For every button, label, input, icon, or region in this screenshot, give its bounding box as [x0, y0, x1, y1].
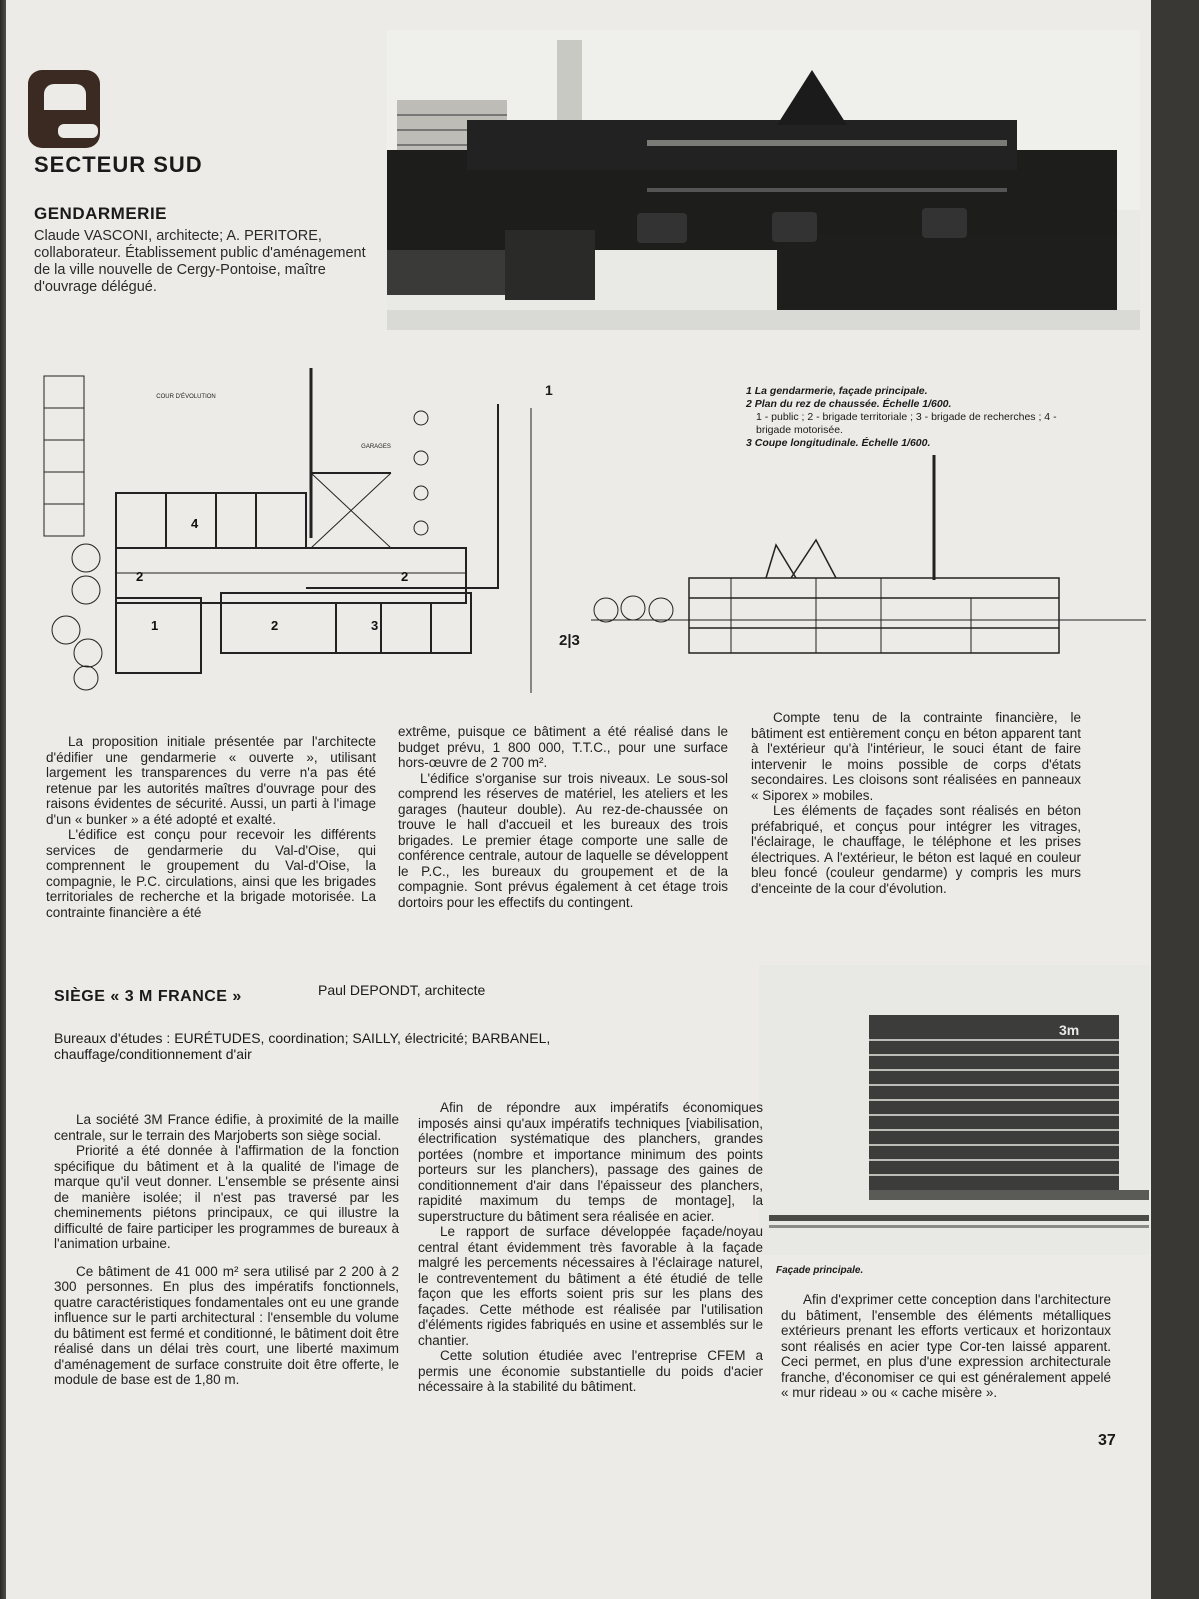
paragraph: Le rapport de surface développée façade/noyau central étant évidemment très favorable à la façade malgré les percements nécessaires à l'éclairage naturel, le contreventement du bâtiment a été étudié de telle façon que les efforts soient pris sur les plans des façades. Cette méthode est réalisée par l'utilisation d'éléments rigides fabriqués en usine et assemblés sur le chantier. — [418, 1224, 763, 1348]
caption-1: 1 La gendarmerie, façade principale. — [746, 385, 928, 397]
plan-label-cour: COUR D'ÉVOLUTION — [156, 394, 216, 400]
gendarmerie-photo — [387, 30, 1140, 330]
credits-text: Claude VASCONI, architecte; A. PERITORE, collaborateur. Établissement public d'aménagement de la ville nouvelle de Cergy-Pontoise, maître d'ouvrage délégué. — [34, 228, 366, 295]
plan-room-label: 2 — [271, 618, 279, 633]
caption-2: 2 Plan du rez de chaussée. Échelle 1/600. — [746, 398, 952, 410]
paragraph: L'édifice s'organise sur trois niveaux. Le sous-sol comprend les réserves de matériel, les ateliers et les garages (hauteur double). Au rez-de-chaussée on trouve le hall d'accueil et les bureaux des trois brigades. Le premier étage comporte une salle de conférence centrale, autour de laquelle se développent le P.C., les bureaux du groupement et de la compagnie. Sont prévus également à cet étage trois dortoirs pour les effectifs du contingent. — [398, 770, 728, 910]
3m-building-photo — [759, 965, 1149, 1255]
paragraph: Afin d'exprimer cette conception dans l'architecture du bâtiment, l'ensemble des éléments métalliques extérieurs prenant les efforts verticaux et horizontaux sont réalisés en acier type Cor-ten laissé apparent. Ceci permet, en plus d'une expression architecturale franche, d'économiser ce qui est généralement appelé « mur rideau » ou « cache misère ». — [781, 1292, 1111, 1400]
section-title: SECTEUR SUD — [34, 152, 203, 177]
figure-captions — [746, 385, 1076, 450]
gendarmerie-column-2 — [398, 724, 728, 910]
longitudinal-section — [591, 450, 1146, 670]
siege-column-3 — [781, 1292, 1111, 1401]
siege-bureaux: Bureaux d'études : EURÉTUDES, coordination; SAILLY, électricité; BARBANEL, chauffage/conditionnement d'air — [54, 1030, 551, 1062]
3m-logo-text: 3m — [1059, 1022, 1080, 1038]
siege-title: SIÈGE « 3 M FRANCE » — [54, 988, 242, 1005]
plan-room-label: 2 — [401, 569, 409, 584]
siege-column-1 — [54, 1112, 399, 1388]
section-logo-icon — [28, 70, 100, 148]
siege-column-2 — [418, 1100, 763, 1395]
paragraph: Cette solution étudiée avec l'entreprise CFEM a permis une économie substantielle du poids d'acier nécessaire à la stabilité du bâtiment. — [418, 1348, 763, 1394]
paragraph: Compte tenu de la contrainte financière, le bâtiment est entièrement conçu en béton apparent tant à l'extérieur qu'à l'intérieur, le souci étant de faire intervenir le moins possible de corps d'états secondaires. Les cloisons sont réalisées en panneaux « Siporex » mobiles. — [751, 710, 1081, 803]
plan-room-label: 3 — [371, 618, 379, 633]
paragraph: La proposition initiale présentée par l'architecte d'édifier une gendarmerie « ouverte », utilisant largement les transparences du verre n'a pas été retenue par les autorités maîtres d'ouvrage pour des raisons évidentes de sécurité. Aussi, un parti à l'image d'un « bunker » a été adopté et exalté. — [46, 734, 376, 827]
plan-room-label: 4 — [191, 516, 199, 531]
caption-2-detail: 1 - public ; 2 - brigade territoriale ; 3 - brigade de recherches ; 4 - brigade motorisée. — [756, 411, 1057, 436]
caption-3: 3 Coupe longitudinale. Échelle 1/600. — [746, 437, 931, 449]
ground-floor-plan — [36, 368, 556, 698]
paragraph: Afin de répondre aux impératifs économiques imposés ainsi qu'aux impératifs techniques [viabilisation, électrification systématique des planchers, grandes portées (nombre et importance minimum des points porteurs sur les planchers), passage des gaines de conditionnement d'air dans l'épaisseur des planchers, rapidité maximum du temps de montage], la superstructure du bâtiment sera réalisée en acier. — [418, 1100, 763, 1224]
plan-label-garages: GARAGES — [361, 444, 391, 450]
paragraph: Ce bâtiment de 41 000 m² sera utilisé par 2 200 à 2 300 personnes. En plus des impératifs fonctionnels, quatre caractéristiques fondamentales ont eu une grande influence sur le parti architectural : l'ensemble du volume du bâtiment est fermé et conditionné, le bâtiment doit être réalisé dans un délai très court, une liberté maximum d'aménagement de surface construite doit être offerte, le module de base est de 1,80 m. — [54, 1263, 399, 1387]
plan-room-label: 2 — [136, 569, 144, 584]
paragraph: Les éléments de façades sont réalisés en béton préfabriqué, et conçus pour intégrer les vitrages, l'éclairage, le chauffage, le téléphone et les prises électriques. A l'extérieur, le béton est laqué en couleur bleu foncé (couleur gendarme) y compris les murs d'enceinte de la cour d'évolution. — [751, 803, 1081, 896]
paragraph: Priorité a été donnée à l'affirmation de la fonction spécifique du bâtiment et à la qualité de l'image de marque qu'il veut donner. L'ensemble se présente ainsi de manière isolée; il n'est pas traversé par les cheminements piétons principaux, ce qui illustre la difficulté de faire participer les programmes de bureaux à l'animation urbaine. — [54, 1143, 399, 1251]
plan-room-label: 1 — [151, 618, 159, 633]
figure-1-number: 1 — [545, 382, 553, 398]
paragraph: La société 3M France édifie, à proximité de la maille centrale, sur le terrain des Marjoberts son siège social. — [54, 1112, 399, 1143]
photo-caption: Façade principale. — [776, 1265, 864, 1276]
paragraph: extrême, puisque ce bâtiment a été réalisé dans le budget prévu, 1 800 000, T.T.C., pour une surface hors-œuvre de 2 700 m². — [398, 724, 728, 770]
magazine-page — [6, 0, 1151, 1599]
page-number: 37 — [1098, 1432, 1116, 1449]
paragraph: L'édifice est conçu pour recevoir les différents services de gendarmerie du Val-d'Oise, qui comprennent le groupement du Val-d'Oise, la compagnie, le P.C. circulations, ainsi que les brigades territoriales de recherche et la brigade motorisée. La contrainte financière a été — [46, 827, 376, 920]
siege-architect: Paul DEPONDT, architecte — [318, 982, 486, 998]
building-title: GENDARMERIE — [34, 204, 168, 223]
gendarmerie-column-1 — [46, 734, 376, 920]
gendarmerie-column-3 — [751, 710, 1081, 896]
figure-2-3-number: 2|3 — [559, 632, 580, 649]
